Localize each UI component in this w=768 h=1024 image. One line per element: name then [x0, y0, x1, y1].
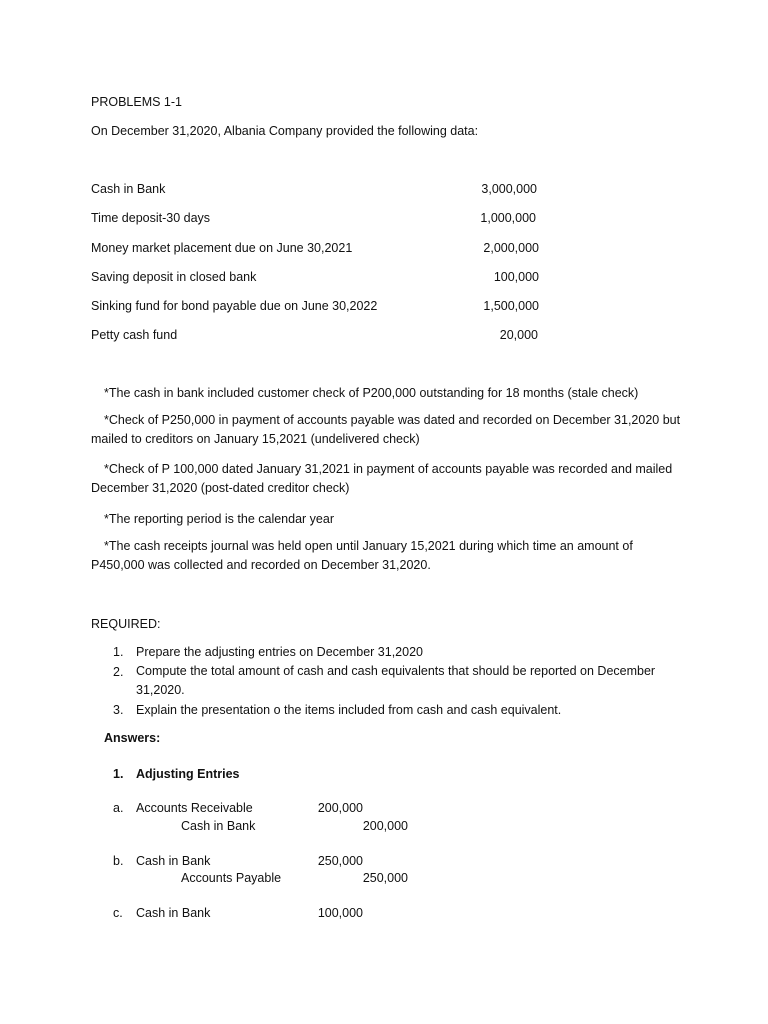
- item-amount: 20,000: [499, 328, 538, 342]
- item-amount: 1,500,000: [483, 299, 539, 313]
- credit-account: Cash in Bank: [181, 819, 256, 833]
- list-item: Prepare the adjusting entries on December 31,2020: [136, 645, 423, 659]
- item-label: Sinking fund for bond payable due on June 30,2022: [91, 299, 378, 313]
- required-heading: REQUIRED:: [91, 617, 161, 631]
- list-item: Compute the total amount of cash and cash equivalents that should be reported on December 31,2020.: [136, 664, 656, 697]
- item-label: Time deposit-30 days: [91, 211, 211, 225]
- page-title: PROBLEMS 1-1: [91, 95, 183, 109]
- item-amount: 1,000,000: [480, 211, 536, 225]
- debit-amount: 100,000: [317, 906, 363, 920]
- note: *The cash in bank included customer check of P200,000 outstanding for 18 months (stale check): [104, 386, 639, 400]
- answers-subheading: Adjusting Entries: [136, 767, 240, 781]
- note: *The reporting period is the calendar year: [104, 512, 334, 526]
- intro-text: On December 31,2020, Albania Company provided the following data:: [91, 124, 479, 138]
- credit-amount: 200,000: [362, 819, 408, 833]
- item-amount: 2,000,000: [483, 241, 539, 255]
- list-number: 3.: [113, 703, 124, 717]
- item-amount: 3,000,000: [481, 182, 537, 196]
- answers-heading: Answers:: [104, 731, 161, 745]
- list-item: Explain the presentation o the items included from cash and cash equivalent.: [136, 703, 562, 717]
- credit-account: Accounts Payable: [181, 871, 282, 885]
- entry-letter: b.: [113, 854, 124, 868]
- item-label: Petty cash fund: [91, 328, 178, 342]
- debit-account: Cash in Bank: [136, 906, 211, 920]
- item-label: Saving deposit in closed bank: [91, 270, 257, 284]
- list-number: 1.: [113, 645, 124, 659]
- item-label: Money market placement due on June 30,2021: [91, 241, 353, 255]
- debit-amount: 200,000: [317, 801, 363, 815]
- note: *The cash receipts journal was held open until January 15,2021 during which time an amount of P450,000 was collected and recorded on December 31,2020.: [91, 539, 633, 572]
- debit-amount: 250,000: [317, 854, 363, 868]
- credit-amount: 250,000: [362, 871, 408, 885]
- debit-account: Accounts Receivable: [136, 801, 253, 815]
- entry-letter: c.: [113, 906, 123, 920]
- list-number: 1.: [113, 767, 124, 781]
- entry-letter: a.: [113, 801, 124, 815]
- note: *Check of P250,000 in payment of accounts payable was dated and recorded on December 31,2020 but mailed to creditors on January 15,2021 (undelivered check): [91, 413, 681, 446]
- list-number: 2.: [113, 665, 124, 679]
- item-label: Cash in Bank: [91, 182, 166, 196]
- note: *Check of P 100,000 dated January 31,2021 in payment of accounts payable was recorded and mailed December 31,2020 (post-dated creditor check): [91, 462, 673, 495]
- item-amount: 100,000: [493, 270, 539, 284]
- debit-account: Cash in Bank: [136, 854, 211, 868]
